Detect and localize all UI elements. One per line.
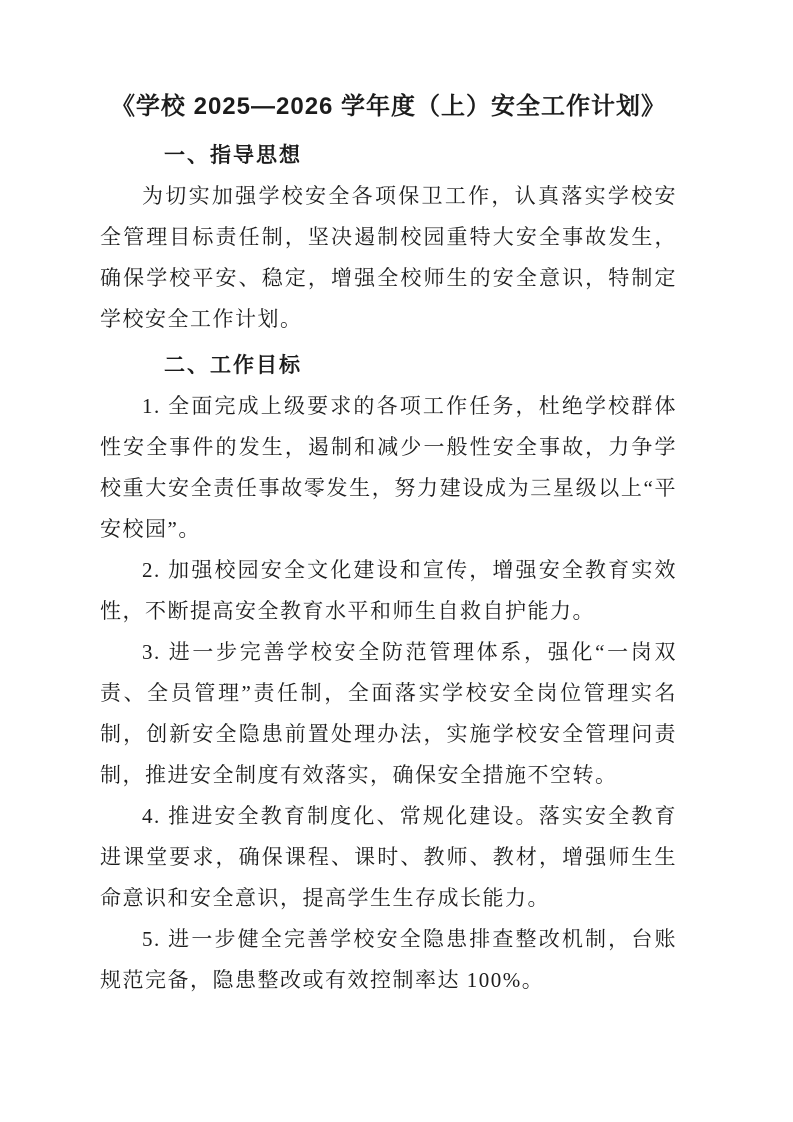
document-title: 《学校 2025—2026 学年度（上）安全工作计划》 [110,93,667,120]
work-goal-item-4: 4. 推进安全教育制度化、常规化建设。落实安全教育进课堂要求，确保课程、课时、教师、教材，增强师生生命意识和安全意识，提高学生生存成长能力。 [100,804,677,910]
work-goal-item-3: 3. 进一步完善学校安全防范管理体系，强化“一岗双责、全员管理”责任制，全面落实学校安全岗位管理实名制，创新安全隐患前置处理办法，实施学校安全管理问责制，推进安全制度有效落实，确保安全措施不空转。 [100,640,677,787]
section-heading-work-goals: 二、工作目标 [164,354,302,377]
section-heading-guiding-ideology: 一、指导思想 [164,144,302,167]
work-goal-item-5: 5. 进一步健全完善学校安全隐患排查整改机制，台账规范完备，隐患整改或有效控制率达 100%。 [100,927,677,992]
work-goal-item-1: 1. 全面完成上级要求的各项工作任务，杜绝学校群体性安全事件的发生，遏制和减少一般性安全事故，力争学校重大安全责任事故零发生，努力建设成为三星级以上“平安校园”。 [100,394,677,541]
guiding-ideology-paragraph: 为切实加强学校安全各项保卫工作，认真落实学校安全管理目标责任制，坚决遏制校园重特大安全事故发生，确保学校平安、稳定，增强全校师生的安全意识，特制定学校安全工作计划。 [100,184,677,331]
work-goal-item-2: 2. 加强校园安全文化建设和宣传，增强安全教育实效性，不断提高安全教育水平和师生自救自护能力。 [100,558,677,623]
